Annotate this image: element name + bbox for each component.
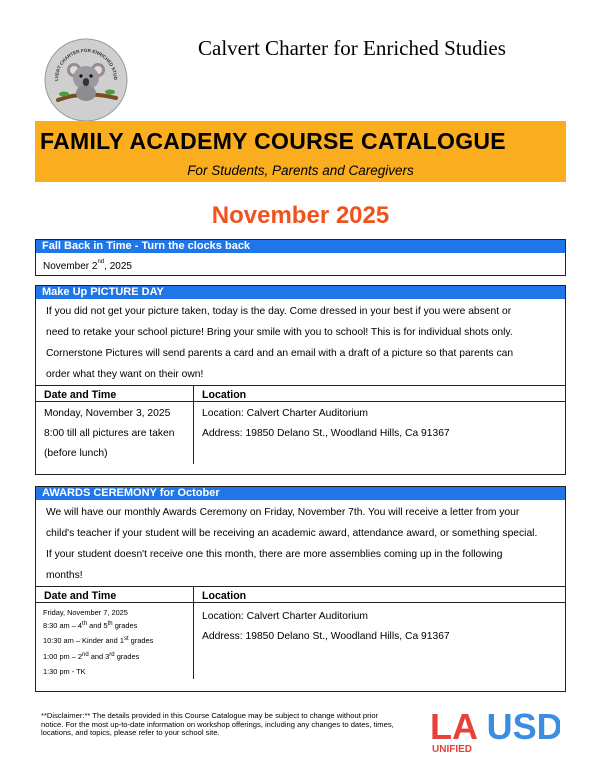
- month-heading: November 2025: [211, 202, 390, 229]
- section-clocks-title: Fall Back in Time - Turn the clocks back: [36, 240, 565, 253]
- school-logo: [44, 38, 128, 122]
- section-awards: [35, 486, 566, 692]
- awards-schedule: Friday, November 7, 2025 8:30 am – 4th and 5th grades 10:30 am – Kinder and 1st grades 1:00 pm – 2nd and 3rd grades 1:30 pm - TK: [43, 608, 154, 676]
- picture-location: Location: Calvert Charter Auditorium: [202, 408, 368, 419]
- section-clocks: [35, 239, 566, 276]
- logo-arc-text: LVERT CHARTER FOR ENRICHED STUD: [53, 47, 119, 81]
- section-picture-title: Make Up PICTURE DAY: [36, 286, 565, 299]
- banner-subtitle: For Students, Parents and Caregivers: [187, 163, 414, 178]
- lausd-wordmark: LA USD: [430, 706, 560, 747]
- picture-date: Monday, November 3, 2025: [44, 408, 171, 419]
- location-header: Location: [194, 388, 565, 402]
- awards-location: Location: Calvert Charter Auditorium: [202, 611, 368, 622]
- section-picture-description: If you did not get your picture taken, today is the day. Come dressed in your best if you were absent or need to retake your school picture! Bring your smile with you to school! This is for individual shots only. Cornerstone Pictures will send parents a card and an email with a draft of a picture so that parents can order what they want on their own!: [46, 306, 514, 380]
- date-time-header: Date and Time: [36, 589, 193, 603]
- picture-time: 8:00 till all pictures are taken: [44, 428, 175, 439]
- picture-address: Address: 19850 Delano St., Woodland Hills, Ca 91367: [202, 428, 450, 439]
- banner-title: FAMILY ACADEMY COURSE CATALOGUE: [40, 128, 506, 154]
- lausd-unified: UNIFIED: [432, 744, 472, 755]
- section-picture-day: [35, 285, 566, 475]
- lausd-logo: [430, 706, 560, 756]
- school-name: Calvert Charter for Enriched Studies: [198, 36, 506, 60]
- awards-address: Address: 19850 Delano St., Woodland Hills, Ca 91367: [202, 631, 450, 642]
- section-awards-description: We will have our monthly Awards Ceremony on Friday, November 7th. You will receive a letter from your child's teacher if your student will be receiving an academic award, attendance award, or something special. If your student doesn't receive one this month, there are more assemblies coming up in the following months!: [46, 507, 538, 581]
- section-awards-table: [36, 586, 565, 679]
- section-awards-title: AWARDS CEREMONY for October: [36, 487, 565, 500]
- disclaimer: **Disclaimer:** The details provided in this Course Catalogue may be subject to change without prior notice. For the most up-to-date information on workshop offerings, including any changes to dates, times, locations, and topics, please refer to your school site.: [41, 711, 394, 738]
- section-clocks-date: November 2nd, 2025: [43, 259, 132, 272]
- picture-time-note: (before lunch): [44, 448, 108, 459]
- location-header: Location: [194, 589, 565, 603]
- section-picture-table: [36, 385, 565, 464]
- date-time-header: Date and Time: [36, 388, 193, 402]
